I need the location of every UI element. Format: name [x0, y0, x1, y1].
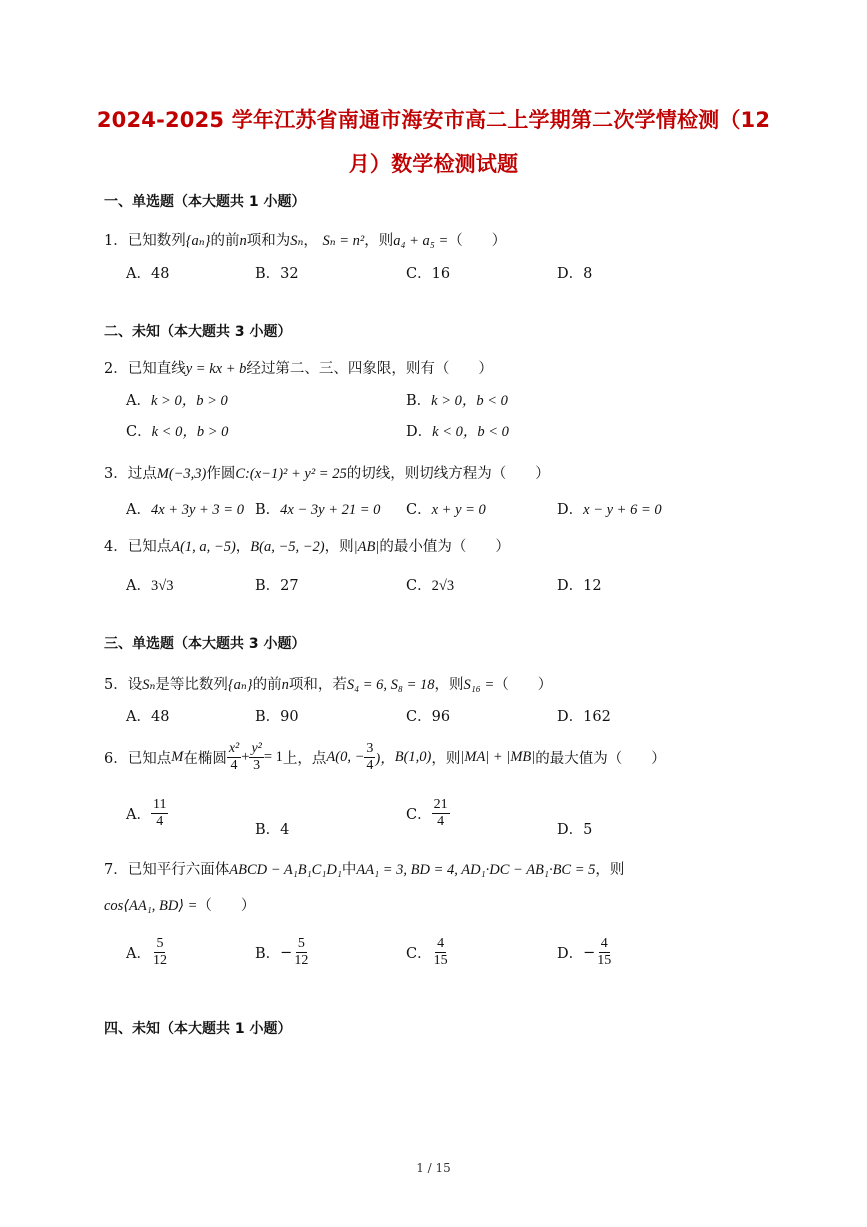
q7-option-c: C． $\frac{4}{15}$ — [406, 936, 448, 969]
q1-option-c: C．16 — [406, 266, 451, 282]
q5-option-c: C．96 — [406, 709, 451, 725]
q4-option-b: B．27 — [255, 578, 299, 594]
q1-stem-c: 项和为 — [246, 233, 291, 249]
q1-sn: Sₙ — [290, 233, 304, 249]
q7-option-d: D． − $\frac{4}{15}$ — [557, 936, 612, 969]
q5-option-b: B．90 — [255, 709, 299, 725]
q2-stem: 2．已知直线 — [104, 361, 186, 377]
q2-line: y = kx + b — [185, 361, 247, 377]
q7-option-b: B． − $\frac{5}{12}$ — [255, 936, 309, 969]
q2-stem-b: 经过第二、三、四象限，则有（ ） — [246, 361, 493, 377]
q2-option-d: D．k < 0，b < 0 — [406, 424, 509, 440]
question-1 — [104, 229, 506, 250]
q2-option-b: B．k > 0，b < 0 — [406, 393, 508, 409]
q6-a-frac: $\frac{3}{4}$ — [366, 741, 374, 774]
question-6: 6．已知点 M 在椭圆 $\frac{\text{x²}}{4}$ + $\frac{\text{y²}}{3}$ = 1 上，点 A(0, − $\frac{3}{4}$ )， B(1,0) ，则 |MA| + |MB| 的最大值为（ ） — [104, 741, 666, 774]
q3-stem: 3．过点 — [104, 466, 157, 482]
q2-option-a: A．k > 0，b > 0 — [126, 393, 228, 409]
q4-point-b: B(a, −5, −2) — [250, 539, 325, 555]
q3-circle: C:(x−1)² + y² = 25 — [235, 466, 347, 482]
question-3 — [104, 462, 550, 483]
q3-option-b: B．4x − 3y + 21 = 0 — [255, 502, 381, 518]
q6-option-c: C． $\frac{21}{4}$ — [406, 797, 448, 830]
q3-stem-c: 的切线，则切线方程为（ ） — [346, 466, 550, 482]
q3-point: M(−3,3) — [156, 466, 207, 482]
page-number: 1 / 15 — [416, 1161, 451, 1175]
q4-ab: |AB| — [353, 539, 380, 555]
q4-sep: ， — [235, 539, 251, 555]
q4-option-d: D．12 — [557, 578, 602, 594]
q2-option-c: C．k < 0，b > 0 — [126, 424, 229, 440]
q1-sep: ， — [303, 233, 318, 249]
q1-n: n — [239, 233, 247, 249]
q1-seq: {aₙ} — [185, 233, 211, 249]
q6-ellipse-frac-1: $\frac{\text{x²}}{4}$ — [228, 741, 240, 774]
q3-option-c: C．x + y = 0 — [406, 502, 486, 518]
q1-stem-d: ，则 — [364, 233, 394, 249]
section-heading-4: 四、未知（本大题共 1 小题） — [104, 1021, 292, 1037]
q6-ellipse-frac-2: $\frac{\text{y²}}{3}$ — [251, 741, 262, 774]
q1-paren: （ ） — [448, 233, 507, 249]
q4-stem: 4．已知点 — [104, 539, 172, 555]
section-heading-1: 一、单选题（本大题共 1 小题） — [104, 194, 306, 210]
q1-stem-b: 的前 — [210, 233, 240, 249]
question-4 — [104, 535, 510, 556]
question-2 — [104, 357, 493, 378]
q6-option-d: D．5 — [557, 822, 593, 838]
q7-option-a: A． $\frac{5}{12}$ — [126, 936, 167, 969]
section-heading-2: 二、未知（本大题共 3 小题） — [104, 324, 292, 340]
page-title-line1: 2024-2025 学年江苏省南通市海安市高二上学期第二次学情检测（12 — [96, 108, 771, 132]
q4-option-c: C．2√3 — [406, 578, 455, 594]
q5-option-a: A．48 — [126, 709, 170, 725]
q1-expr: a₄ + a₅ = — [393, 233, 449, 249]
q3-stem-b: 作圆 — [206, 466, 236, 482]
page-title-line2: 月）数学检测试题 — [348, 152, 519, 176]
question-5: 5．设Sₙ是等比数列{aₙ}的前n项和，若S₄ = 6, S₈ = 18，则S₁₆ =（ ） — [104, 677, 553, 693]
question-7: 7．已知平行六面体ABCD − A₁B₁C₁D₁中AA₁ = 3, BD = 4, AD₁·DC − AB₁·BC = 5，则 — [104, 862, 625, 878]
q1-option-a: A．48 — [126, 266, 170, 282]
q3-option-a: A．4x + 3y + 3 = 0 — [126, 502, 244, 518]
q1-option-d: D．8 — [557, 266, 593, 282]
section-heading-3: 三、单选题（本大题共 3 小题） — [104, 636, 306, 652]
q1-option-b: B．32 — [255, 266, 299, 282]
q3-option-d: D．x − y + 6 = 0 — [557, 502, 662, 518]
q1-stem: 1．已知数列 — [104, 233, 186, 249]
q4-stem-c: 的最小值为（ ） — [379, 539, 510, 555]
q6-option-a: A． $\frac{11}{4}$ — [126, 797, 167, 830]
q5-option-d: D．162 — [557, 709, 611, 725]
q1-eq: Sₙ = n² — [322, 233, 365, 249]
q4-option-a: A．3√3 — [126, 578, 174, 594]
q4-stem-b: ，则 — [324, 539, 354, 555]
question-7-ask: cos⟨AA₁, BD⟩ =（ ） — [104, 898, 256, 914]
q6-option-b: B．4 — [255, 822, 290, 838]
q4-point-a: A(1, a, −5) — [171, 539, 236, 555]
